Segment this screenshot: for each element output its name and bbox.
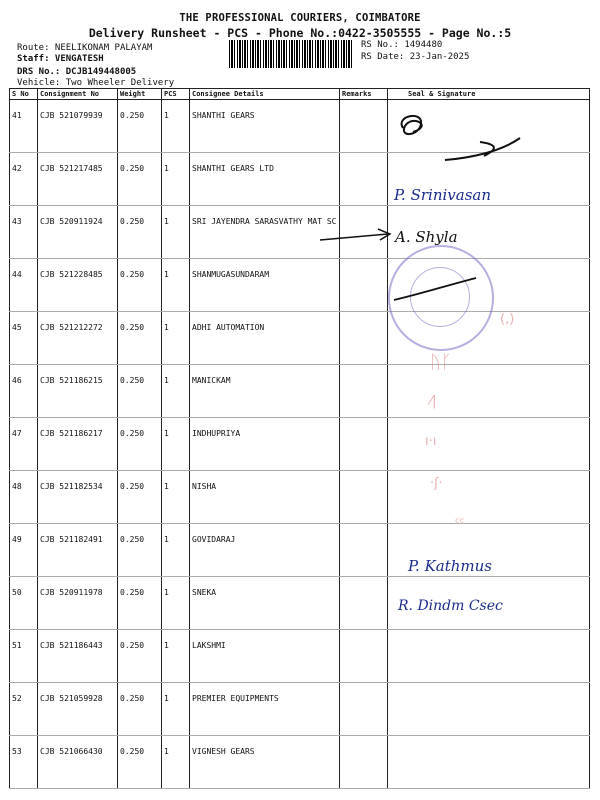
row-weight: 0.250	[118, 418, 162, 471]
table-row	[10, 206, 590, 259]
company-title: THE PROFESSIONAL COURIERS, COIMBATORE	[179, 12, 421, 24]
faint-mark-47: ᚢᚴ	[430, 352, 452, 373]
row-pcs: 1	[162, 418, 190, 471]
vehicle-label: Vehicle: Two Wheeler Delivery	[17, 78, 175, 88]
row-weight: 0.250	[118, 630, 162, 683]
col-signature: Seal & Signature	[388, 89, 590, 100]
row-signature	[388, 683, 590, 736]
row-remarks	[340, 577, 388, 630]
row-consignee: SHANTHI GEARS LTD	[190, 153, 340, 206]
row-consignee: NISHA	[190, 471, 340, 524]
row-pcs: 1	[162, 630, 190, 683]
row-consignment-no: CJB 521079939	[38, 100, 118, 153]
row-weight: 0.250	[118, 206, 162, 259]
row-weight: 0.250	[118, 577, 162, 630]
col-pcs: PCS	[162, 89, 190, 100]
row-consignment-no: CJB 521066430	[38, 736, 118, 789]
signature-row53: R. Dindm Csec	[398, 598, 503, 614]
row-pcs: 1	[162, 524, 190, 577]
row-remarks	[340, 471, 388, 524]
runsheet-table	[9, 88, 590, 789]
signature-row44: A. Shyla	[395, 228, 458, 246]
row-weight: 0.250	[118, 524, 162, 577]
row-remarks	[340, 259, 388, 312]
row-consignee: LAKSHMI	[190, 630, 340, 683]
row-consignee: SHANMUGASUNDARAM	[190, 259, 340, 312]
drs-label: DRS No.: DCJB149448005	[17, 67, 137, 77]
row-weight: 0.250	[118, 100, 162, 153]
row-sno: 47	[10, 418, 38, 471]
row-pcs: 1	[162, 259, 190, 312]
row-consignee: SHANTHI GEARS	[190, 100, 340, 153]
row-pcs: 1	[162, 100, 190, 153]
row-sno: 45	[10, 312, 38, 365]
table-row	[10, 259, 590, 312]
row-consignment-no: CJB 520911978	[38, 577, 118, 630]
row-consignment-no: CJB 521228485	[38, 259, 118, 312]
table-header	[10, 89, 590, 100]
col-consignee: Consignee Details	[190, 89, 340, 100]
row-sno: 42	[10, 153, 38, 206]
row-consignment-no: CJB 521182534	[38, 471, 118, 524]
faint-mark-51: ᶜᶜ	[455, 516, 465, 531]
row-consignment-no: CJB 520911924	[38, 206, 118, 259]
row-consignee: SNEKA	[190, 577, 340, 630]
rs-no: RS No.: 1494480	[361, 40, 443, 50]
row-remarks	[340, 418, 388, 471]
row-sno: 53	[10, 736, 38, 789]
row-sno: 50	[10, 577, 38, 630]
table-row	[10, 630, 590, 683]
row-signature	[388, 736, 590, 789]
table-row	[10, 524, 590, 577]
row-consignment-no: CJB 521186217	[38, 418, 118, 471]
signature-row42	[440, 134, 530, 164]
row-remarks	[340, 100, 388, 153]
row-pcs: 1	[162, 153, 190, 206]
row-consignee: VIGNESH GEARS	[190, 736, 340, 789]
row-sno: 52	[10, 683, 38, 736]
table-row	[10, 365, 590, 418]
col-sno: S No	[10, 89, 38, 100]
table-row	[10, 418, 590, 471]
col-remarks: Remarks	[340, 89, 388, 100]
row-sno: 51	[10, 630, 38, 683]
row-pcs: 1	[162, 312, 190, 365]
table-row	[10, 683, 590, 736]
row-weight: 0.250	[118, 153, 162, 206]
row-consignment-no: CJB 521182491	[38, 524, 118, 577]
row-consignment-no: CJB 521217485	[38, 153, 118, 206]
row-remarks	[340, 153, 388, 206]
row-consignee: SRI JAYENDRA SARASVATHY MAT SC	[190, 206, 340, 259]
row-sno: 46	[10, 365, 38, 418]
table-row	[10, 471, 590, 524]
row-weight: 0.250	[118, 471, 162, 524]
row-pcs: 1	[162, 206, 190, 259]
staff-label: Staff: VENGATESH	[17, 54, 104, 64]
row-consignee: MANICKAM	[190, 365, 340, 418]
route-label: Route: NEELIKONAM PALAYAM	[17, 43, 153, 53]
row-consignee: PREMIER EQUIPMENTS	[190, 683, 340, 736]
table-row	[10, 736, 590, 789]
faint-mark-48: ⁄|	[430, 394, 437, 409]
row-signature	[388, 365, 590, 418]
faint-mark-50: ·ʃ·	[430, 476, 443, 491]
arrow-row44	[318, 228, 398, 246]
row-consignee: INDHUPRIYA	[190, 418, 340, 471]
row-remarks	[340, 630, 388, 683]
row-remarks	[340, 312, 388, 365]
col-consignment: Consignment No	[38, 89, 118, 100]
row-pcs: 1	[162, 365, 190, 418]
row-consignment-no: CJB 521059928	[38, 683, 118, 736]
signature-row45	[390, 276, 480, 306]
row-signature	[388, 471, 590, 524]
row-remarks	[340, 736, 388, 789]
row-pcs: 1	[162, 577, 190, 630]
signature-row52: P. Kathmus	[408, 557, 493, 575]
row-weight: 0.250	[118, 259, 162, 312]
barcode	[229, 40, 354, 68]
row-consignment-no: CJB 521186443	[38, 630, 118, 683]
row-pcs: 1	[162, 683, 190, 736]
rs-date: RS Date: 23-Jan-2025	[361, 52, 470, 62]
row-consignee: GOVIDARAJ	[190, 524, 340, 577]
row-pcs: 1	[162, 736, 190, 789]
signature-row43: P. Srinivasan	[394, 186, 492, 204]
row-pcs: 1	[162, 471, 190, 524]
col-weight: Weight	[118, 89, 162, 100]
row-signature	[388, 630, 590, 683]
row-weight: 0.250	[118, 683, 162, 736]
row-sno: 41	[10, 100, 38, 153]
row-sno: 48	[10, 471, 38, 524]
row-sno: 49	[10, 524, 38, 577]
row-consignment-no: CJB 521186215	[38, 365, 118, 418]
row-consignee: ADHI AUTOMATION	[190, 312, 340, 365]
faint-mark-49: ı·ı	[425, 434, 437, 449]
row-weight: 0.250	[118, 312, 162, 365]
row-sno: 44	[10, 259, 38, 312]
runsheet-subtitle: Delivery Runsheet - PCS - Phone No.:0422-3505555 - Page No.:5	[88, 26, 512, 40]
row-consignment-no: CJB 521212272	[38, 312, 118, 365]
row-signature	[388, 418, 590, 471]
row-weight: 0.250	[118, 365, 162, 418]
row-remarks	[340, 524, 388, 577]
row-remarks	[340, 365, 388, 418]
row-sno: 43	[10, 206, 38, 259]
row-weight: 0.250	[118, 736, 162, 789]
faint-mark-46: (,)	[500, 312, 515, 327]
row-remarks	[340, 683, 388, 736]
